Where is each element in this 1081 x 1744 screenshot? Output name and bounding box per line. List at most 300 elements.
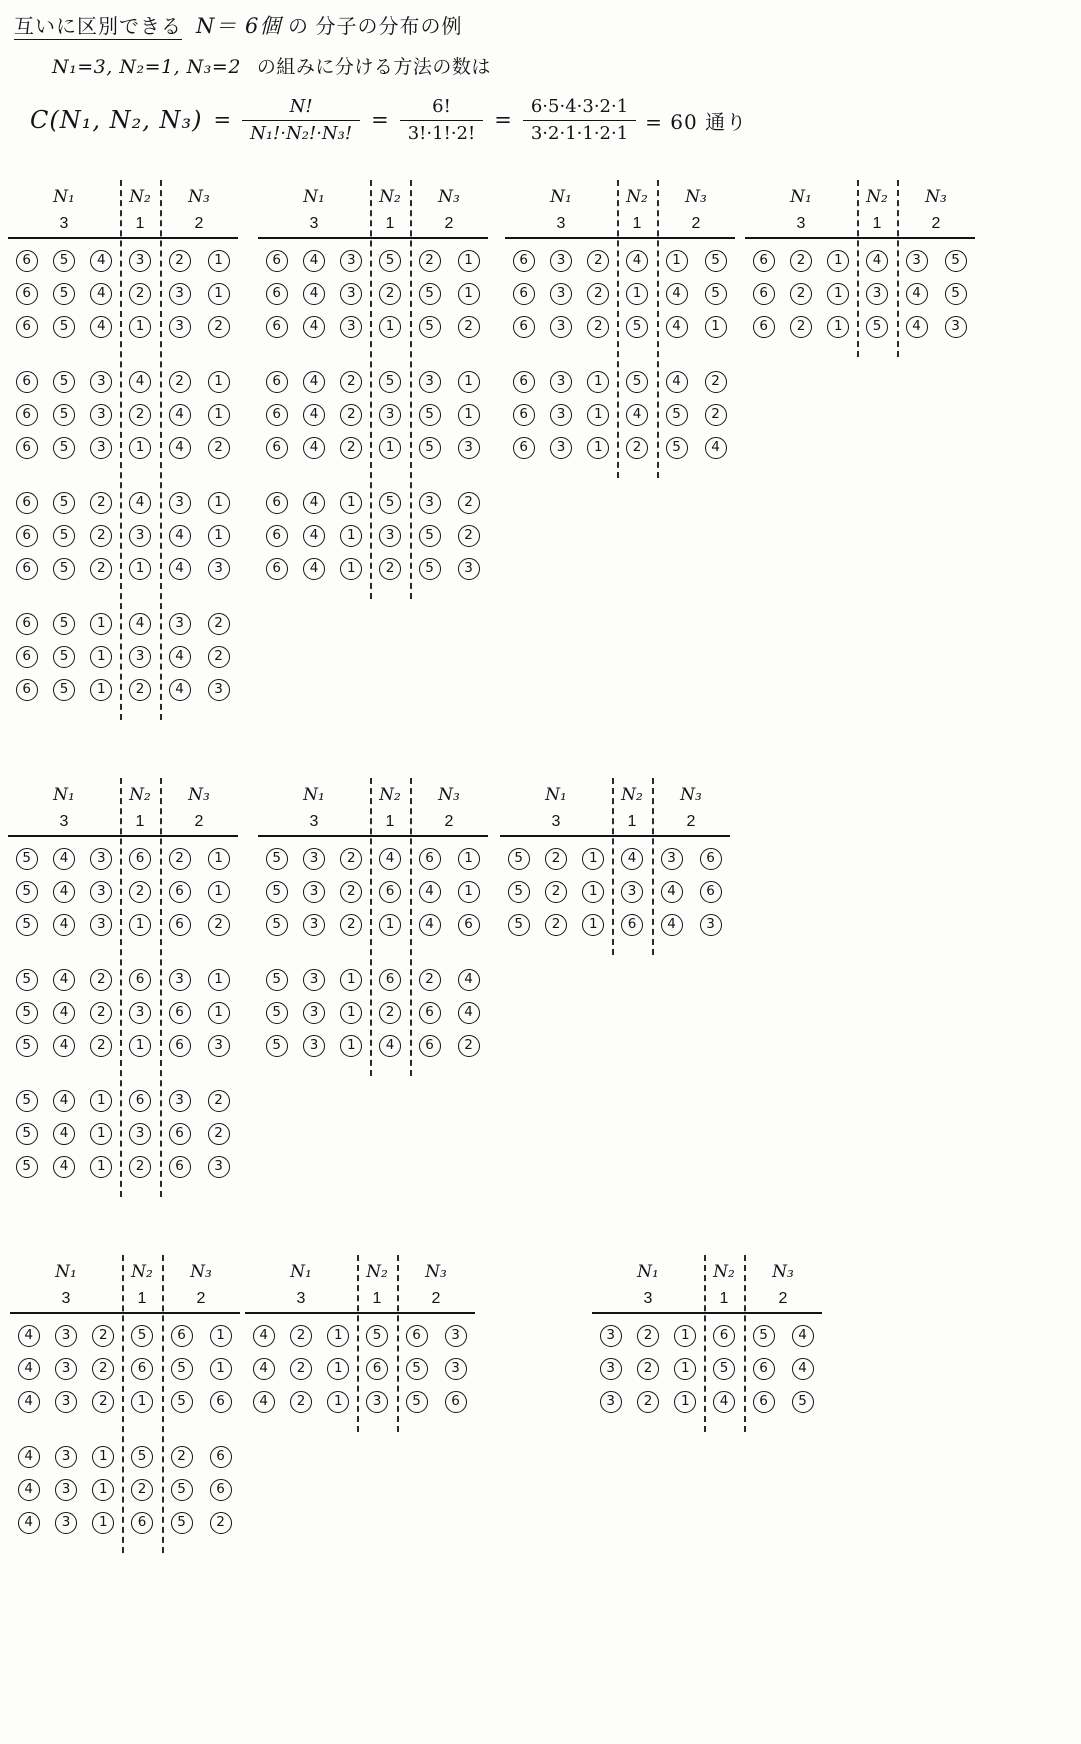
table-row: [8, 431, 238, 464]
table-row: [258, 552, 488, 585]
row-segment: [410, 371, 488, 393]
row-segment: [160, 1123, 238, 1145]
circled-digit: 2: [379, 283, 401, 305]
circled-digit: 5: [16, 1002, 38, 1024]
circled-digit: 5: [266, 881, 288, 903]
circled-digit: 1: [208, 1002, 230, 1024]
header-segment: [652, 781, 730, 835]
row-segment: [162, 1358, 240, 1380]
table-header: [8, 180, 238, 237]
circled-digit: 1: [210, 1358, 232, 1380]
table-body: [8, 239, 238, 706]
circled-digit: 1: [208, 250, 230, 272]
row-segment: [245, 1391, 357, 1413]
row-group: [258, 963, 488, 1062]
circled-digit: 5: [16, 1090, 38, 1112]
row-group: [258, 842, 488, 941]
fraction-numerator: 6·5·4·3·2·1: [523, 95, 636, 120]
fraction-numerator: N!: [242, 95, 360, 120]
row-segment: [505, 316, 617, 338]
circled-digit: 6: [16, 250, 38, 272]
table-row: [245, 1385, 475, 1418]
circled-digit: 1: [208, 492, 230, 514]
dashed-divider: [897, 180, 899, 357]
table-row: [8, 244, 238, 277]
circled-digit: 6: [753, 1391, 775, 1413]
row-segment: [652, 914, 730, 936]
table-row: [745, 277, 975, 310]
row-segment: [652, 881, 730, 903]
row-segment: [745, 250, 857, 272]
column-header: N₃: [188, 785, 210, 805]
circled-digit: 5: [266, 848, 288, 870]
table-row: [500, 842, 730, 875]
page-title: [14, 10, 463, 40]
circled-digit: 3: [600, 1358, 622, 1380]
circled-digit: 6: [753, 283, 775, 305]
column-count: 1: [385, 813, 395, 830]
row-segment: [505, 250, 617, 272]
table-row: [258, 963, 488, 996]
column-count: 2: [431, 1290, 441, 1307]
circled-digit: 2: [90, 525, 112, 547]
row-segment: [370, 371, 410, 393]
table-row: [258, 431, 488, 464]
circled-digit: 1: [458, 881, 480, 903]
circled-digit: 1: [131, 1391, 153, 1413]
circled-digit: 1: [208, 848, 230, 870]
table-row: [8, 640, 238, 673]
circled-digit: 3: [550, 404, 572, 426]
circled-digit: 4: [53, 914, 75, 936]
row-segment: [8, 881, 120, 903]
row-segment: [122, 1479, 162, 1501]
circled-digit: 4: [626, 250, 648, 272]
row-segment: [122, 1391, 162, 1413]
table-row: [505, 310, 735, 343]
circled-digit: 5: [705, 250, 727, 272]
row-segment: [160, 250, 238, 272]
row-segment: [592, 1358, 704, 1380]
circled-digit: 3: [55, 1446, 77, 1468]
circled-digit: 3: [550, 316, 572, 338]
row-segment: [160, 1002, 238, 1024]
column-header: N₁: [53, 187, 75, 207]
circled-digit: 2: [90, 492, 112, 514]
row-segment: [120, 525, 160, 547]
circled-digit: 3: [945, 316, 967, 338]
column-count: 1: [872, 215, 882, 232]
row-segment: [410, 492, 488, 514]
circled-digit: 5: [16, 1156, 38, 1178]
row-segment: [8, 969, 120, 991]
circled-digit: 6: [210, 1446, 232, 1468]
circled-digit: 3: [169, 969, 191, 991]
circled-digit: 6: [16, 437, 38, 459]
circled-digit: 4: [18, 1358, 40, 1380]
circled-digit: 2: [458, 525, 480, 547]
circled-digit: 3: [445, 1358, 467, 1380]
circled-digit: 1: [90, 646, 112, 668]
row-segment: [160, 881, 238, 903]
circled-digit: 1: [458, 404, 480, 426]
circled-digit: 6: [753, 316, 775, 338]
row-segment: [370, 881, 410, 903]
dashed-divider: [122, 1255, 124, 1553]
circled-digit: 6: [621, 914, 643, 936]
circled-digit: 4: [18, 1325, 40, 1347]
circled-digit: 2: [208, 316, 230, 338]
row-segment: [120, 283, 160, 305]
circled-digit: 2: [419, 250, 441, 272]
row-segment: [397, 1358, 475, 1380]
column-count: 3: [59, 215, 69, 232]
circled-digit: 5: [266, 1035, 288, 1057]
circled-digit: 4: [53, 1090, 75, 1112]
circled-digit: 3: [129, 646, 151, 668]
circled-digit: 6: [16, 558, 38, 580]
row-segment: [357, 1391, 397, 1413]
row-group: [8, 486, 238, 585]
circled-digit: 6: [266, 525, 288, 547]
circled-digit: 3: [90, 404, 112, 426]
row-segment: [8, 1090, 120, 1112]
circled-digit: 3: [90, 914, 112, 936]
circled-digit: 1: [208, 283, 230, 305]
circled-digit: 1: [340, 969, 362, 991]
circled-digit: 3: [550, 371, 572, 393]
row-segment: [8, 437, 120, 459]
circled-digit: 2: [210, 1512, 232, 1534]
row-segment: [120, 1035, 160, 1057]
circled-digit: 5: [171, 1512, 193, 1534]
row-segment: [122, 1512, 162, 1534]
table-body: [258, 239, 488, 585]
column-count: 3: [309, 215, 319, 232]
table-row: [500, 875, 730, 908]
header-segment: [162, 1258, 240, 1312]
circled-digit: 2: [545, 881, 567, 903]
circled-digit: 2: [790, 250, 812, 272]
table-row: [258, 996, 488, 1029]
row-segment: [370, 404, 410, 426]
table-row: [505, 244, 735, 277]
row-group: [505, 244, 735, 343]
circled-digit: 6: [445, 1391, 467, 1413]
column-count: 1: [385, 215, 395, 232]
circled-digit: 5: [419, 558, 441, 580]
circled-digit: 3: [600, 1325, 622, 1347]
column-count: 2: [778, 1290, 788, 1307]
table-row: [10, 1352, 240, 1385]
circled-digit: 5: [753, 1325, 775, 1347]
circled-digit: 4: [18, 1479, 40, 1501]
table-row: [258, 1029, 488, 1062]
circled-digit: 1: [327, 1391, 349, 1413]
circled-digit: 3: [169, 1090, 191, 1112]
circled-digit: 1: [129, 558, 151, 580]
header-segment: [857, 183, 897, 237]
circled-digit: 4: [906, 283, 928, 305]
table-row: [8, 398, 238, 431]
circled-digit: 1: [129, 1035, 151, 1057]
circled-digit: 4: [53, 1156, 75, 1178]
table-row: [8, 908, 238, 941]
row-segment: [410, 1002, 488, 1024]
column-header: N₂: [626, 187, 648, 207]
title-rest-text: の 分子の分布の例: [287, 16, 463, 38]
table-row: [8, 1084, 238, 1117]
table-row: [258, 310, 488, 343]
circled-digit: 5: [366, 1325, 388, 1347]
circled-digit: 1: [458, 283, 480, 305]
circled-digit: 5: [16, 1123, 38, 1145]
column-header: N₂: [379, 187, 401, 207]
circled-digit: 5: [53, 371, 75, 393]
table-row: [8, 1150, 238, 1183]
row-segment: [410, 1035, 488, 1057]
table-body: [592, 1314, 822, 1418]
header-segment: [357, 1258, 397, 1312]
circled-digit: 5: [171, 1391, 193, 1413]
header-segment: [500, 781, 612, 835]
circled-digit: 2: [587, 316, 609, 338]
dashed-divider: [657, 180, 659, 478]
row-segment: [592, 1391, 704, 1413]
row-segment: [370, 437, 410, 459]
fraction-factorial: [400, 95, 484, 145]
circled-digit: 6: [16, 316, 38, 338]
header-segment: [592, 1258, 704, 1312]
row-segment: [410, 848, 488, 870]
circled-digit: 5: [53, 525, 75, 547]
dashed-divider: [410, 180, 412, 599]
circled-digit: 6: [169, 914, 191, 936]
fraction-general: [242, 95, 360, 145]
circled-digit: 3: [866, 283, 888, 305]
row-group: [8, 244, 238, 343]
table-row: [258, 486, 488, 519]
distribution-table-6: [258, 778, 488, 1062]
circled-digit: 6: [419, 1002, 441, 1024]
table-row: [258, 519, 488, 552]
formula-result: = 60 通り: [645, 109, 748, 134]
row-group: [258, 244, 488, 343]
fraction-expanded: [523, 95, 636, 145]
row-segment: [357, 1358, 397, 1380]
circled-digit: 1: [92, 1479, 114, 1501]
row-segment: [258, 1035, 370, 1057]
row-segment: [370, 250, 410, 272]
column-header: N₂: [129, 187, 151, 207]
table-row: [505, 398, 735, 431]
row-segment: [160, 848, 238, 870]
dashed-divider: [370, 180, 372, 599]
column-header: N₂: [621, 785, 643, 805]
circled-digit: 5: [266, 969, 288, 991]
circled-digit: 2: [129, 881, 151, 903]
row-segment: [8, 404, 120, 426]
row-segment: [258, 283, 370, 305]
row-segment: [8, 371, 120, 393]
circled-digit: 2: [705, 371, 727, 393]
circled-digit: 6: [406, 1325, 428, 1347]
circled-digit: 5: [705, 283, 727, 305]
circled-digit: 4: [129, 492, 151, 514]
circled-digit: 4: [303, 558, 325, 580]
circled-digit: 3: [90, 371, 112, 393]
row-segment: [8, 525, 120, 547]
column-count: 3: [796, 215, 806, 232]
circled-digit: 6: [16, 646, 38, 668]
row-segment: [8, 613, 120, 635]
circled-digit: 6: [169, 1123, 191, 1145]
circled-digit: 4: [661, 914, 683, 936]
row-segment: [704, 1325, 744, 1347]
row-group: [592, 1319, 822, 1418]
circled-digit: 4: [253, 1358, 275, 1380]
row-segment: [120, 1156, 160, 1178]
row-segment: [258, 881, 370, 903]
circled-digit: 2: [169, 371, 191, 393]
circled-digit: 2: [129, 1156, 151, 1178]
circled-digit: 2: [340, 914, 362, 936]
header-segment: [120, 781, 160, 835]
circled-digit: 2: [587, 283, 609, 305]
circled-digit: 2: [92, 1391, 114, 1413]
dashed-divider: [160, 180, 162, 720]
row-segment: [120, 558, 160, 580]
distribution-table-5: [8, 778, 238, 1183]
circled-digit: 2: [340, 404, 362, 426]
circled-digit: 6: [366, 1358, 388, 1380]
row-segment: [258, 525, 370, 547]
row-segment: [617, 371, 657, 393]
circled-digit: 6: [171, 1325, 193, 1347]
row-segment: [120, 881, 160, 903]
row-segment: [120, 1002, 160, 1024]
combination-formula: [30, 84, 747, 156]
circled-digit: 2: [705, 404, 727, 426]
column-header: N₁: [290, 1262, 312, 1282]
header-segment: [704, 1258, 744, 1312]
circled-digit: 2: [340, 437, 362, 459]
circled-digit: 5: [406, 1391, 428, 1413]
row-segment: [10, 1512, 122, 1534]
circled-digit: 4: [303, 316, 325, 338]
circled-digit: 2: [131, 1479, 153, 1501]
table-row: [8, 1029, 238, 1062]
circled-digit: 4: [906, 316, 928, 338]
table-row: [505, 277, 735, 310]
table-header: [258, 778, 488, 835]
row-segment: [8, 646, 120, 668]
circled-digit: 3: [208, 558, 230, 580]
circled-digit: 4: [169, 437, 191, 459]
dashed-divider: [857, 180, 859, 357]
circled-digit: 5: [945, 283, 967, 305]
circled-digit: 6: [129, 848, 151, 870]
row-segment: [122, 1325, 162, 1347]
row-group: [10, 1440, 240, 1539]
row-segment: [744, 1358, 822, 1380]
circled-digit: 3: [458, 437, 480, 459]
circled-digit: 5: [419, 437, 441, 459]
column-header: N₁: [545, 785, 567, 805]
row-segment: [160, 1035, 238, 1057]
row-segment: [410, 437, 488, 459]
table-body: [505, 239, 735, 464]
table-header: [592, 1255, 822, 1312]
table-row: [505, 365, 735, 398]
circled-digit: 1: [210, 1325, 232, 1347]
circled-digit: 6: [458, 914, 480, 936]
circled-digit: 4: [303, 250, 325, 272]
column-header: N₂: [713, 1262, 735, 1282]
circled-digit: 2: [171, 1446, 193, 1468]
row-group: [8, 842, 238, 941]
circled-digit: 1: [129, 437, 151, 459]
row-segment: [162, 1325, 240, 1347]
table-row: [8, 963, 238, 996]
table-header: [10, 1255, 240, 1312]
circled-digit: 5: [666, 404, 688, 426]
circled-digit: 2: [340, 371, 362, 393]
circled-digit: 5: [53, 679, 75, 701]
table-row: [258, 277, 488, 310]
circled-digit: 4: [53, 969, 75, 991]
row-segment: [8, 283, 120, 305]
row-segment: [657, 283, 735, 305]
circled-digit: 6: [266, 316, 288, 338]
circled-digit: 5: [419, 283, 441, 305]
circled-digit: 5: [866, 316, 888, 338]
table-body: [8, 837, 238, 1183]
column-count: 3: [296, 1290, 306, 1307]
circled-digit: 2: [545, 914, 567, 936]
table-row: [8, 842, 238, 875]
row-segment: [652, 848, 730, 870]
row-segment: [357, 1325, 397, 1347]
header-segment: [505, 183, 617, 237]
column-count: 3: [309, 813, 319, 830]
dashed-divider: [652, 778, 654, 955]
circled-digit: 4: [303, 525, 325, 547]
circled-digit: 2: [90, 969, 112, 991]
table-row: [8, 673, 238, 706]
circled-digit: 5: [419, 525, 441, 547]
row-segment: [745, 316, 857, 338]
circled-digit: 3: [55, 1479, 77, 1501]
row-segment: [370, 525, 410, 547]
circled-digit: 6: [266, 404, 288, 426]
row-group: [245, 1319, 475, 1418]
row-segment: [612, 848, 652, 870]
row-segment: [370, 1035, 410, 1057]
column-count: 2: [444, 215, 454, 232]
row-segment: [120, 646, 160, 668]
circled-digit: 3: [445, 1325, 467, 1347]
circled-digit: 1: [827, 283, 849, 305]
row-segment: [410, 250, 488, 272]
column-count: 1: [372, 1290, 382, 1307]
table-row: [8, 607, 238, 640]
circled-digit: 6: [210, 1479, 232, 1501]
circled-digit: 1: [92, 1512, 114, 1534]
circled-digit: 3: [90, 848, 112, 870]
row-segment: [500, 881, 612, 903]
circled-digit: 2: [129, 283, 151, 305]
